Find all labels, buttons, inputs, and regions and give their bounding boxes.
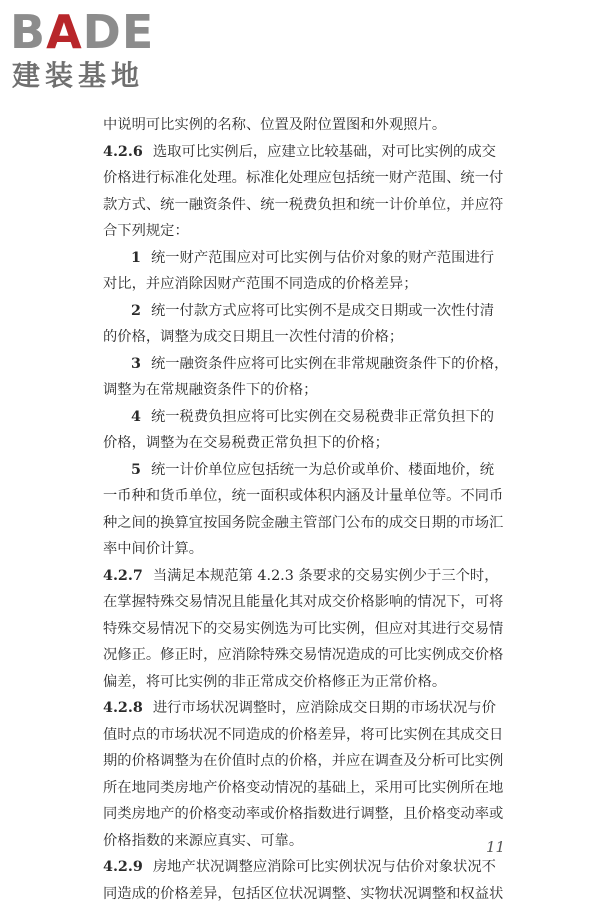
text-line	[103, 536, 525, 563]
line-text: 进行市场状况调整时，应消除成交日期的市场状况与价	[153, 700, 496, 716]
text-line	[103, 616, 525, 643]
text-line	[103, 669, 525, 696]
text-line	[103, 775, 525, 802]
line-text: 所在地同类房地产价格变动情况的基础上，采用可比实例所在地	[103, 780, 503, 796]
line-text: 当满足本规范第 4.2.3 条要求的交易实例少于三个时，	[153, 568, 499, 584]
document-body	[103, 112, 525, 907]
line-text: 特殊交易情况下的交易实例选为可比实例，但应对其进行交易情	[103, 621, 503, 637]
list-number: 4	[131, 409, 141, 425]
bade-logo	[10, 6, 185, 96]
text-line	[103, 589, 525, 616]
line-text: 况修正。修正时，应消除特殊交易情况造成的可比实例成交价格	[103, 647, 503, 663]
line-text: 房地产状况调整应消除可比实例状况与估价对象状况不	[153, 859, 496, 875]
text-line	[103, 457, 525, 484]
line-text: 统一计价单位应包括统一为总价或单价、楼面地价，统	[151, 462, 494, 478]
list-number: 2	[131, 303, 141, 319]
text-line	[103, 404, 525, 431]
line-text: 统一融资条件应将可比实例在非常规融资条件下的价格，	[151, 356, 508, 372]
line-text: 统一税费负担应将可比实例在交易税费非正常负担下的	[151, 409, 494, 425]
line-text: 期的价格调整为在价值时点的价格，并应在调查及分析可比实例	[103, 753, 503, 769]
line-text: 率中间价计算。	[103, 541, 203, 557]
line-text: 统一付款方式应将可比实例不是成交日期或一次性付清	[151, 303, 494, 319]
text-line	[103, 218, 525, 245]
text-line	[103, 298, 525, 325]
line-text: 种之间的换算宜按国务院金融主管部门公布的成交日期的市场汇	[103, 515, 503, 531]
text-line	[103, 139, 525, 166]
line-text: 中说明可比实例的名称、位置及附位置图和外观照片。	[103, 117, 446, 133]
text-line	[103, 430, 525, 457]
line-text: 同造成的价格差异，包括区位状况调整、实物状况调整和权益状	[103, 886, 503, 902]
line-text: 的价格，调整为成交日期且一次性付清的价格；	[103, 329, 403, 345]
text-line	[103, 245, 525, 272]
line-text: 一币种和货币单位，统一面积或体积内涵及计量单位等。不同币	[103, 488, 503, 504]
line-text: 价格，调整为在交易税费正常负担下的价格；	[103, 435, 389, 451]
line-text: 值时点的市场状况不同造成的价格差异，将可比实例在其成交日	[103, 727, 503, 743]
text-line	[103, 351, 525, 378]
line-text: 调整为在常规融资条件下的价格；	[103, 382, 317, 398]
text-line	[103, 748, 525, 775]
text-line	[103, 563, 525, 590]
text-line	[103, 483, 525, 510]
line-text: 在掌握特殊交易情况且能量化其对成交价格影响的情况下，可将	[103, 594, 503, 610]
clause-number: 4.2.7	[103, 568, 143, 584]
clause-number: 4.2.9	[103, 859, 143, 875]
text-line	[103, 324, 525, 351]
page-number: 11	[486, 838, 505, 856]
line-text: 选取可比实例后，应建立比较基础，对可比实例的成交	[153, 144, 496, 160]
clause-number: 4.2.8	[103, 700, 143, 716]
line-text: 合下列规定：	[103, 223, 189, 239]
text-line	[103, 642, 525, 669]
logo-wordmark: BADE	[10, 6, 154, 58]
text-line	[103, 271, 525, 298]
line-text: 价格进行标准化处理。标准化处理应包括统一财产范围、统一付	[103, 170, 503, 186]
text-line	[103, 801, 525, 828]
list-number: 1	[131, 250, 141, 266]
line-text: 统一财产范围应对可比实例与估价对象的财产范围进行	[151, 250, 494, 266]
text-line	[103, 192, 525, 219]
line-text: 对比，并应消除因财产范围不同造成的价格差异；	[103, 276, 418, 292]
line-text: 同类房地产的价格变动率或价格指数进行调整，且价格变动率或	[103, 806, 503, 822]
list-number: 5	[131, 462, 141, 478]
text-line	[103, 828, 525, 855]
text-line	[103, 510, 525, 537]
clause-number: 4.2.6	[103, 144, 143, 160]
line-text: 款方式、统一融资条件、统一税费负担和统一计价单位，并应符	[103, 197, 503, 213]
line-text: 偏差，将可比实例的非正常成交价格修正为正常价格。	[103, 674, 446, 690]
text-line	[103, 881, 525, 907]
text-line	[103, 854, 525, 881]
list-number: 3	[131, 356, 141, 372]
text-line	[103, 695, 525, 722]
text-line	[103, 165, 525, 192]
line-text: 价格指数的来源应真实、可靠。	[103, 833, 303, 849]
logo-subtitle: 建装基地	[12, 60, 144, 92]
text-line	[103, 722, 525, 749]
text-line	[103, 112, 525, 139]
text-line	[103, 377, 525, 404]
